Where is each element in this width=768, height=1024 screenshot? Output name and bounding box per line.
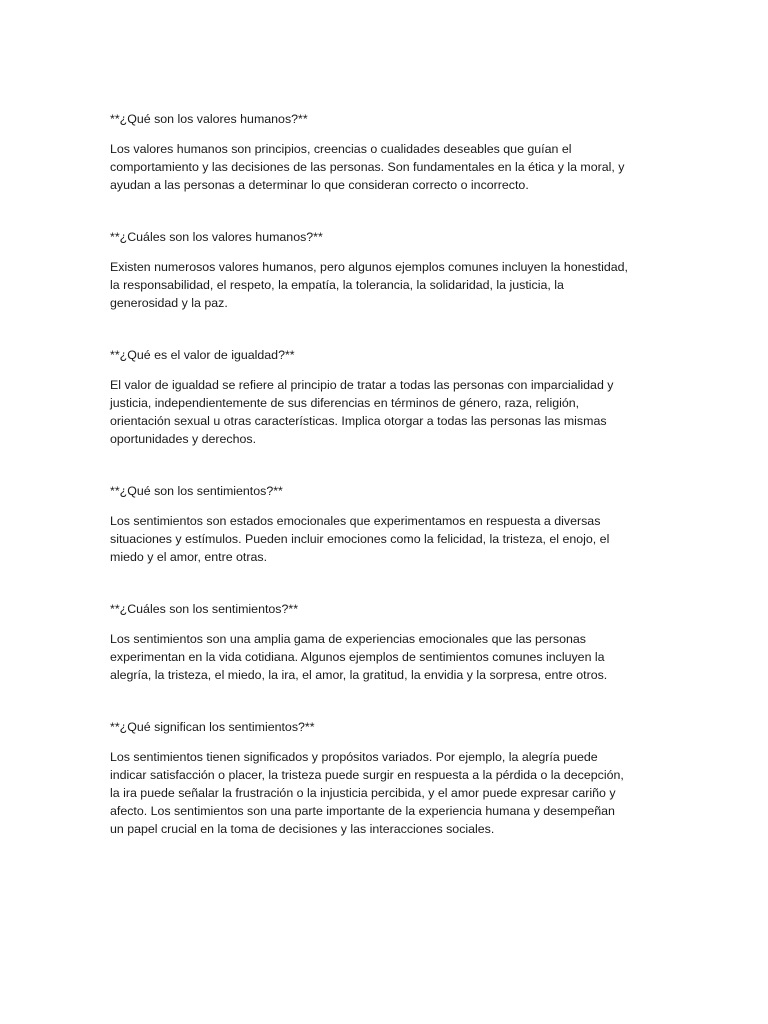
document-body (110, 110, 655, 872)
text-line: Los valores humanos son principios, creencias o cualidades deseables que guían el (110, 142, 572, 156)
section-heading: **¿Qué es el valor de igualdad?** (110, 348, 295, 362)
section-heading: **¿Qué significan los sentimientos?** (110, 720, 315, 734)
section-heading: **¿Qué son los valores humanos?** (110, 112, 308, 126)
text-line: experimentan en la vida cotidiana. Algunos ejemplos de sentimientos comunes incluyen la (110, 650, 605, 664)
section-valor-igualdad (110, 346, 655, 448)
section-que-significan-sentimientos (110, 718, 655, 838)
text-line: la ira puede señalar la frustración o la injusticia percibida, y el amor puede expresar cariño y (110, 786, 616, 800)
text-line: la responsabilidad, el respeto, la empatía, la tolerancia, la solidaridad, la justicia, la (110, 278, 564, 292)
text-line: un papel crucial en la toma de decisiones y las interacciones sociales. (110, 822, 495, 836)
section-cuales-son-sentimientos (110, 600, 655, 684)
section-que-son-valores (110, 110, 655, 194)
text-line: El valor de igualdad se refiere al principio de tratar a todas las personas con imparcialidad y (110, 378, 614, 392)
text-line: ayudan a las personas a determinar lo que consideran correcto o incorrecto. (110, 178, 529, 192)
section-heading: **¿Cuáles son los valores humanos?** (110, 230, 323, 244)
text-line: alegría, la tristeza, el miedo, la ira, el amor, la gratitud, la envidia y la sorpresa, entre otros. (110, 668, 608, 682)
text-line: Los sentimientos son una amplia gama de experiencias emocionales que las personas (110, 632, 586, 646)
text-line: situaciones y estímulos. Pueden incluir emociones como la felicidad, la tristeza, el enojo, el (110, 532, 610, 546)
section-paragraph (110, 140, 655, 194)
text-line: oportunidades y derechos. (110, 432, 257, 446)
text-line: justicia, independientemente de sus diferencias en términos de género, raza, religión, (110, 396, 580, 410)
text-line: generosidad y la paz. (110, 296, 228, 310)
text-line: Los sentimientos son estados emocionales que experimentamos en respuesta a diversas (110, 514, 601, 528)
text-line: indicar satisfacción o placer, la tristeza puede surgir en respuesta a la pérdida o la decepción, (110, 768, 624, 782)
section-cuales-son-valores (110, 228, 655, 312)
section-paragraph (110, 748, 655, 838)
text-line: orientación sexual u otras características. Implica otorgar a todas las personas las mismas (110, 414, 607, 428)
text-line: Los sentimientos tienen significados y propósitos variados. Por ejemplo, la alegría puede (110, 750, 598, 764)
section-paragraph (110, 630, 655, 684)
section-paragraph (110, 376, 655, 448)
section-paragraph (110, 512, 655, 566)
section-heading: **¿Cuáles son los sentimientos?** (110, 602, 299, 616)
text-line: Existen numerosos valores humanos, pero algunos ejemplos comunes incluyen la honestidad, (110, 260, 628, 274)
text-line: miedo y el amor, entre otras. (110, 550, 268, 564)
section-que-son-sentimientos (110, 482, 655, 566)
text-line: comportamiento y las decisiones de las personas. Son fundamentales en la ética y la moral, y (110, 160, 625, 174)
section-paragraph (110, 258, 655, 312)
text-line: afecto. Los sentimientos son una parte importante de la experiencia humana y desempeñan (110, 804, 615, 818)
section-heading: **¿Qué son los sentimientos?** (110, 484, 283, 498)
